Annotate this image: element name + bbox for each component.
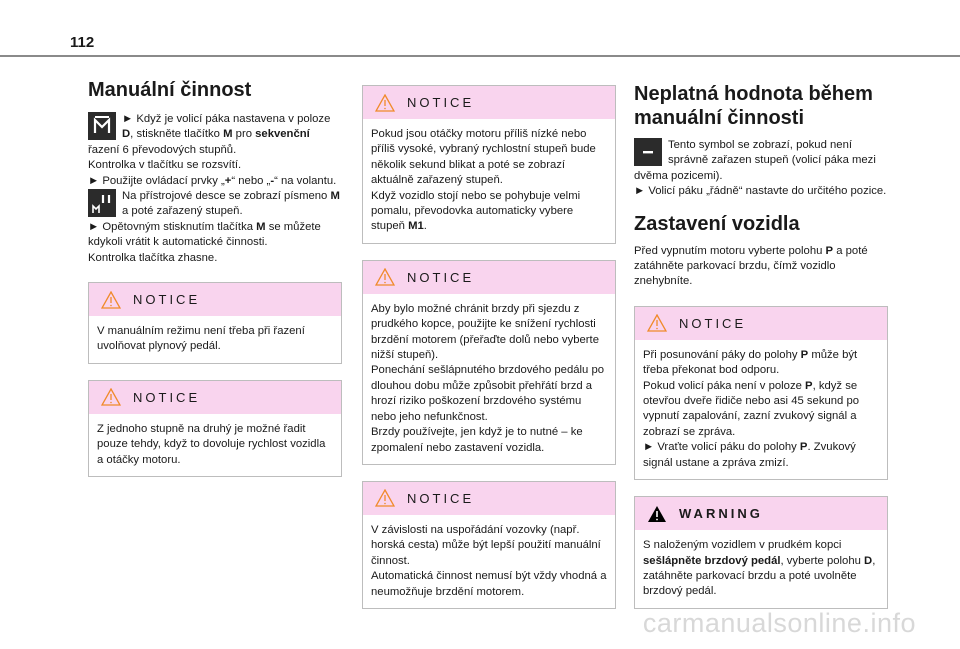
notice-box-2 bbox=[88, 380, 342, 477]
watermark: carmanualsonline.info bbox=[642, 608, 916, 638]
notice-text: V manuálním režimu není třeba při řazení uvolňovat plynový pedál. bbox=[97, 325, 305, 353]
notice-header bbox=[89, 283, 341, 316]
notice-text: Aby bylo možné chránit brzdy při sjezdu z prudkého kopce, použijte ke snížení rychlosti brzdění motorem (přeřaďte dolů nebo vyberte nižší stupeň). bbox=[371, 302, 599, 362]
warning-triangle-icon bbox=[375, 268, 395, 286]
indicator-off-text: Kontrolka tlačítka zhasne. bbox=[88, 251, 218, 264]
page-number: 112 bbox=[70, 34, 95, 51]
column-invalid-and-stop bbox=[634, 82, 888, 625]
symbol-description: Tento symbol se zobrazí, pokud není správně zařazen stupeň (volicí páka mezi dvěma pozicemi). bbox=[634, 139, 876, 182]
notice-label: NOTICE bbox=[407, 94, 475, 110]
notice-box-5 bbox=[362, 481, 616, 609]
notice-box-1 bbox=[88, 282, 342, 364]
notice-header bbox=[635, 307, 887, 340]
return-auto-text: ► Opětovným stisknutím tlačítka M se můžete kdykoli vrátit k automatické činnosti. bbox=[88, 220, 321, 249]
paddle-instruction: ► Použijte ovládací prvky „+“ nebo „-“ na volantu. bbox=[88, 174, 337, 187]
notice-label: NOTICE bbox=[133, 389, 201, 405]
notice-text: Automatická činnost nemusí být vždy vhodná a neumožňuje brzdění motorem. bbox=[371, 570, 607, 598]
notice-header bbox=[89, 381, 341, 414]
notice-header bbox=[363, 482, 615, 515]
dashboard-display-text: Na přístrojové desce se zobrazí písmeno M a poté zařazený stupeň. bbox=[122, 190, 340, 218]
column-manual-mode bbox=[88, 78, 342, 493]
notice-text: Pokud jsou otáčky motoru příliš nízké nebo příliš vysoké, vybraný rychlostní stupeň bude několik sekund blikat a poté se zobrazí aktuálně zařazený stupeň. bbox=[371, 128, 596, 187]
notice-text: V závislosti na uspořádání vozovky (např. horská cesta) může být lepší použití manuální činnost. bbox=[371, 523, 601, 567]
column-notices bbox=[362, 85, 616, 625]
notice-label: NOTICE bbox=[133, 291, 201, 307]
warning-triangle-icon bbox=[375, 489, 395, 507]
warning-label: WARNING bbox=[679, 505, 763, 521]
notice-header bbox=[363, 86, 615, 119]
notice-text: Pokud volicí páka není v poloze P, když se otevřou dveře řidiče nebo asi 45 sekund po vypnutí zapalování, zazní zvukový signál a zobrazí se zpráva. bbox=[643, 379, 860, 438]
notice-box-3 bbox=[362, 85, 616, 244]
instrument-m-icon bbox=[88, 189, 116, 217]
warning-header bbox=[635, 497, 887, 530]
warning-text: S naloženým vozidlem v prudkém kopci sešlápněte brzdový pedál, vyberte polohu D, zatáhněte parkovací brzdu a poté uvolněte brzdový pedál. bbox=[643, 539, 876, 598]
intro-paragraph: ► Když je volicí páka nastavena v poloze D, stiskněte tlačítko M pro sekvenční řazení 6 převodových stupňů. bbox=[88, 113, 331, 156]
section-title-invalid: Neplatná hodnota během manuální činnosti bbox=[634, 83, 873, 129]
notice-box-4 bbox=[362, 260, 616, 465]
section-title-stop: Zastavení vozidla bbox=[634, 212, 800, 235]
notice-label: NOTICE bbox=[407, 490, 475, 506]
notice-text: ► Vraťte volicí páku do polohy P. Zvukový signál ustane a zpráva zmizí. bbox=[643, 441, 856, 469]
warning-triangle-icon bbox=[647, 505, 667, 523]
warning-triangle-icon bbox=[101, 388, 121, 406]
notice-text: Při posunování páky do polohy P může být třeba překonat bod odporu. bbox=[643, 348, 858, 377]
warning-triangle-icon bbox=[647, 314, 667, 332]
warning-triangle-icon bbox=[101, 291, 121, 309]
header-rule bbox=[0, 55, 960, 57]
symbol-action: ► Volicí páku „řádně“ nastavte do určitého pozice. bbox=[634, 185, 887, 198]
stop-paragraph: Před vypnutím motoru vyberte polohu P a poté zatáhněte parkovací brzdu, čímž vozidlo znehybníte. bbox=[634, 244, 868, 288]
notice-text: Ponechání sešlápnutého brzdového pedálu po dlouhou dobu může způsobit přehřátí brzd a hrozí riziko poškození brzdového systému nebo jeho nefunkčnost. bbox=[371, 364, 605, 423]
notice-text: Když vozidlo stojí nebo se pohybuje velmi pomalu, převodovka automaticky vybere stupeň M1. bbox=[371, 189, 581, 233]
notice-label: NOTICE bbox=[407, 269, 475, 285]
notice-header bbox=[363, 261, 615, 294]
gearshift-m-icon bbox=[88, 112, 116, 140]
warning-box bbox=[634, 496, 888, 609]
notice-text: Z jednoho stupně na druhý je možné řadit pouze tehdy, když to dovoluje rychlost vozidla a otáčky motoru. bbox=[97, 422, 326, 466]
notice-label: NOTICE bbox=[679, 315, 747, 331]
section-title-manual: Manuální činnost bbox=[88, 79, 252, 101]
indicator-text: Kontrolka v tlačítku se rozsvítí. bbox=[88, 159, 242, 172]
notice-box-6 bbox=[634, 306, 888, 480]
warning-triangle-icon bbox=[375, 94, 395, 112]
invalid-gear-dash-icon bbox=[634, 138, 662, 166]
notice-text: Brzdy používejte, jen když je to nutné – ke zpomalení nebo zastavení vozidla. bbox=[371, 426, 583, 454]
